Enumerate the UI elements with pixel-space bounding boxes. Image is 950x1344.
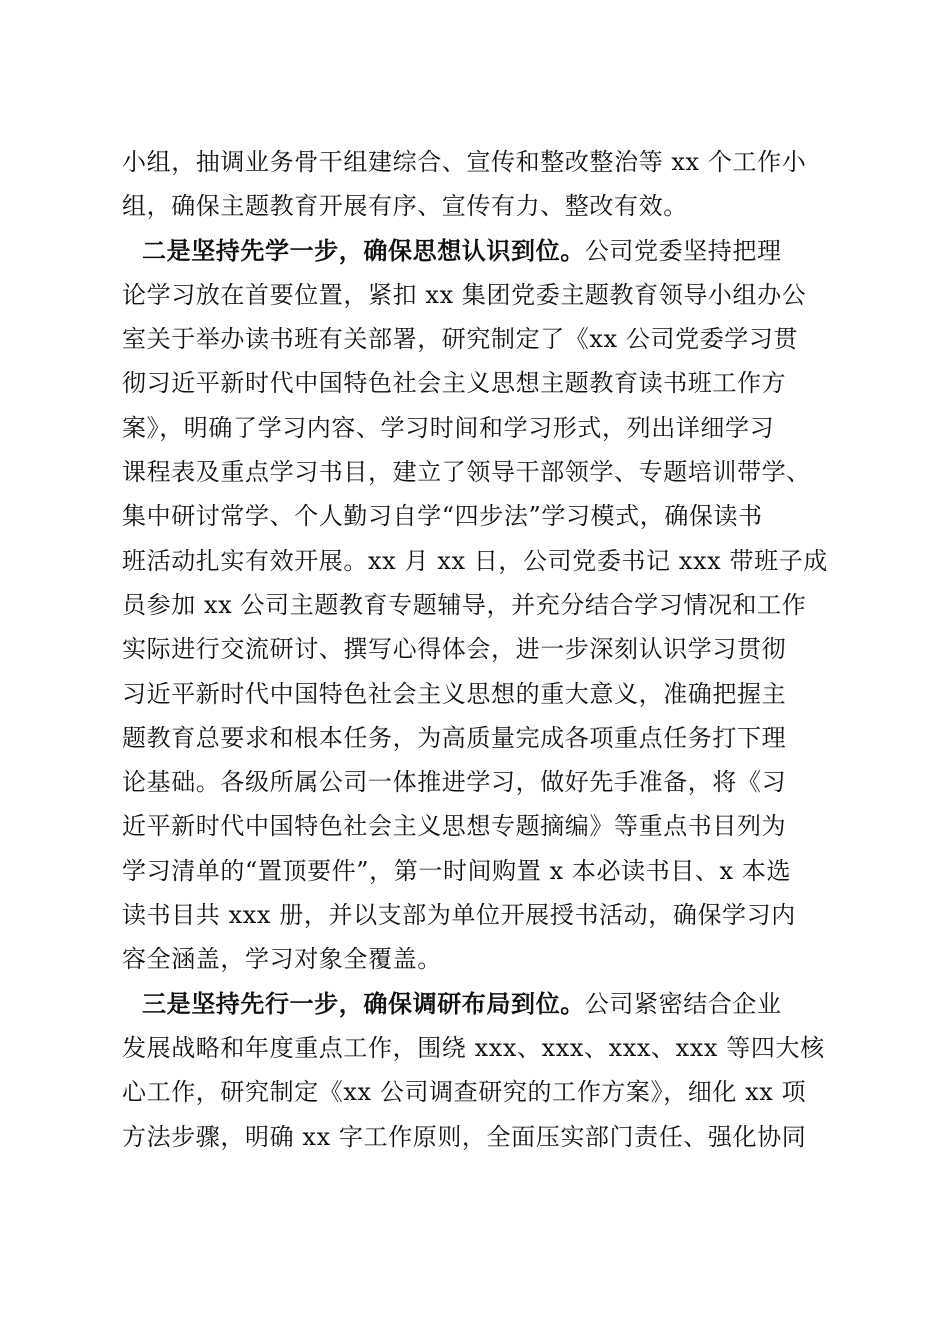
- paragraph-2-line: 题教育总要求和根本任务，为高质量完成各项重点任务打下理: [122, 723, 787, 752]
- paragraph-2-line: 彻习近平新时代中国特色社会主义思想主题教育读书班工作方: [122, 369, 787, 398]
- paragraph-2-line: 学习清单的“置顶要件”，第一时间购置 x 本必读书目、x 本选: [122, 856, 792, 885]
- paragraph-2-line: 容全涵盖，学习对象全覆盖。: [122, 945, 442, 974]
- paragraph-2-line: 班活动扎实有效开展。xx 月 xx 日，公司党委书记 xxx 带班子成: [122, 546, 828, 575]
- paragraph-2-line: 课程表及重点学习书目，建立了领导干部领学、专题培训带学、: [122, 458, 811, 487]
- paragraph-2-line: 读书目共 xxx 册，并以支部为单位开展授书活动，确保学习内: [122, 901, 796, 930]
- paragraph-2-first-line-text: 公司党委坚持把理: [584, 236, 782, 265]
- document-body: [122, 140, 828, 1159]
- paragraph-2-line: 近平新时代中国特色社会主义思想专题摘编》等重点书目列为: [122, 812, 787, 841]
- paragraph-2-line: 实际进行交流研讨、撰写心得体会，进一步深刻认识学习贯彻: [122, 635, 787, 664]
- paragraph-3-first-line-text: 公司紧密结合企业: [584, 989, 782, 1018]
- paragraph-3-heading: 三是坚持先行一步，确保调研布局到位。: [142, 988, 585, 1018]
- paragraph-3-first-line: [122, 982, 828, 1026]
- paragraph-1-line-2: 组，确保主题教育开展有序、宣传有力、整改有效。: [122, 192, 688, 221]
- paragraph-2-line: 案》，明确了学习内容、学习时间和学习形式，列出详细学习: [122, 413, 775, 442]
- paragraph-2-line: 室关于举办读书班有关部署，研究制定了《xx 公司党委学习贯: [122, 325, 799, 354]
- paragraph-2-line: 集中研讨常学、个人勤习自学“四步法”学习模式，确保读书: [122, 502, 763, 531]
- paragraph-2-line: 习近平新时代中国特色社会主义思想的重大意义，准确把握主: [122, 679, 787, 708]
- paragraph-3-line: 心工作，研究制定《xx 公司调查研究的工作方案》，细化 xx 项: [122, 1078, 807, 1107]
- paragraph-3-line: 发展战略和年度重点工作，围绕 xxx、xxx、xxx、xxx 等四大核: [122, 1033, 825, 1062]
- paragraph-2-line: 员参加 xx 公司主题教育专题辅导，并充分结合学习情况和工作: [122, 590, 807, 619]
- paragraph-2-line: 论基础。各级所属公司一体推进学习，做好先手准备，将《习: [122, 768, 787, 797]
- paragraph-2-heading: 二是坚持先学一步，确保思想认识到位。: [142, 235, 585, 265]
- paragraph-1-line-1: 小组，抽调业务骨干组建综合、宣传和整改整治等 xx 个工作小: [122, 148, 807, 176]
- paragraph-2-line: 论学习放在首要位置，紧扣 xx 集团党委主题教育领导小组办公: [122, 280, 807, 309]
- paragraph-3-line: 方法步骤，明确 xx 字工作原则，全面压实部门责任、强化协同: [122, 1122, 807, 1151]
- paragraph-2-first-line: [122, 229, 828, 273]
